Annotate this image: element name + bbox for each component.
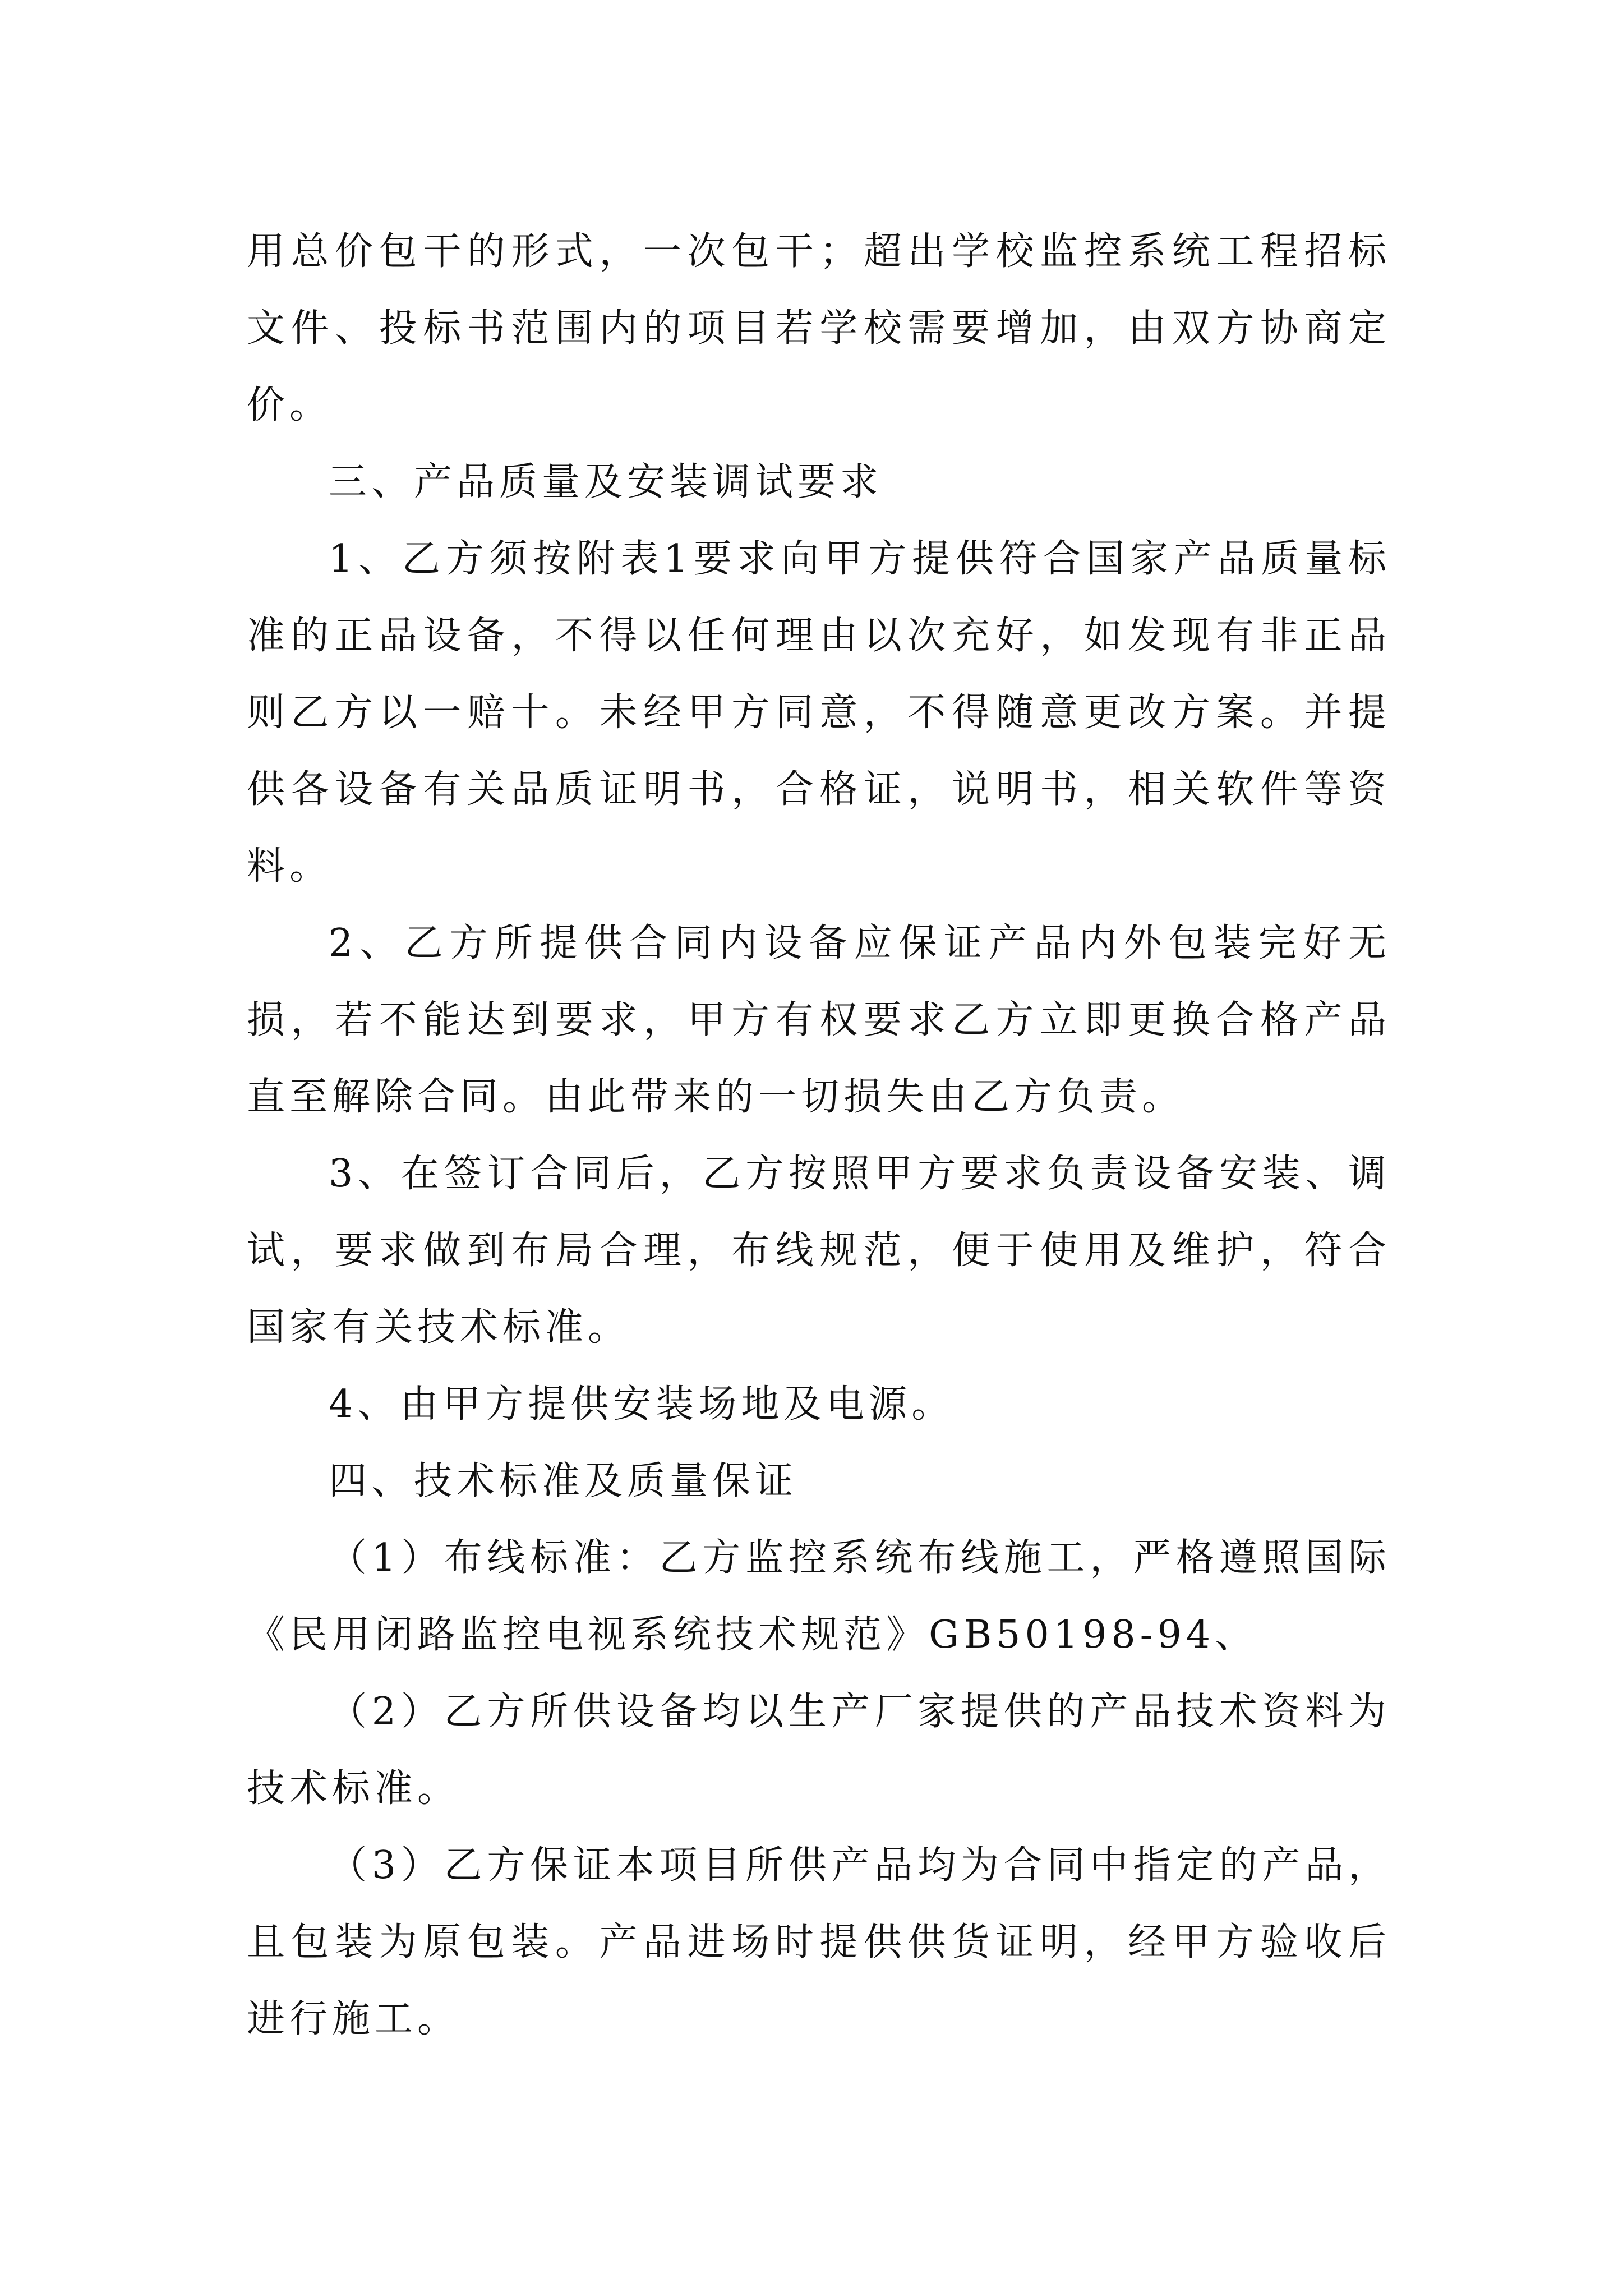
paragraph-4-2: （2）乙方所供设备均以生产厂家提供的产品技术资料为技术标准。 xyxy=(247,1690,1391,1811)
paragraph-3-4: 4、由甲方提供安装场地及电源。 xyxy=(329,1382,955,1427)
section-heading-4: 四、技术标准及质量保证 xyxy=(329,1459,798,1503)
paragraph-4-1: （1）布线标准：乙方监控系统布线施工，严格遵照国际《民用闭路监控电视系统技术规范》GB50198-94、 xyxy=(247,1536,1391,1657)
paragraph-continued: 用总价包干的形式，一次包干；超出学校监控系统工程招标文件、投标书范围内的项目若学校需要增加，由双方协商定价。 xyxy=(247,229,1391,427)
paragraph-3-3: 3、在签订合同后，乙方按照甲方要求负责设备安装、调试，要求做到布局合理，布线规范，便于使用及维护，符合国家有关技术标准。 xyxy=(247,1152,1391,1350)
paragraph-4-3: （3）乙方保证本项目所供产品均为合同中指定的产品，且包装为原包装。产品进场时提供供货证明，经甲方验收后进行施工。 xyxy=(247,1843,1391,2041)
section-heading-3: 三、产品质量及安装调试要求 xyxy=(329,460,883,504)
paragraph-3-1: 1、乙方须按附表1要求向甲方提供符合国家产品质量标准的正品设备，不得以任何理由以次充好，如发现有非正品则乙方以一赔十。未经甲方同意，不得随意更改方案。并提供各设备有关品质证明书，合格证，说明书，相关软件等资料。 xyxy=(247,537,1391,889)
paragraph-3-2: 2、乙方所提供合同内设备应保证产品内外包装完好无损，若不能达到要求，甲方有权要求乙方立即更换合格产品直至解除合同。由此带来的一切损失由乙方负责。 xyxy=(247,921,1391,1119)
document-body xyxy=(247,213,1391,2058)
